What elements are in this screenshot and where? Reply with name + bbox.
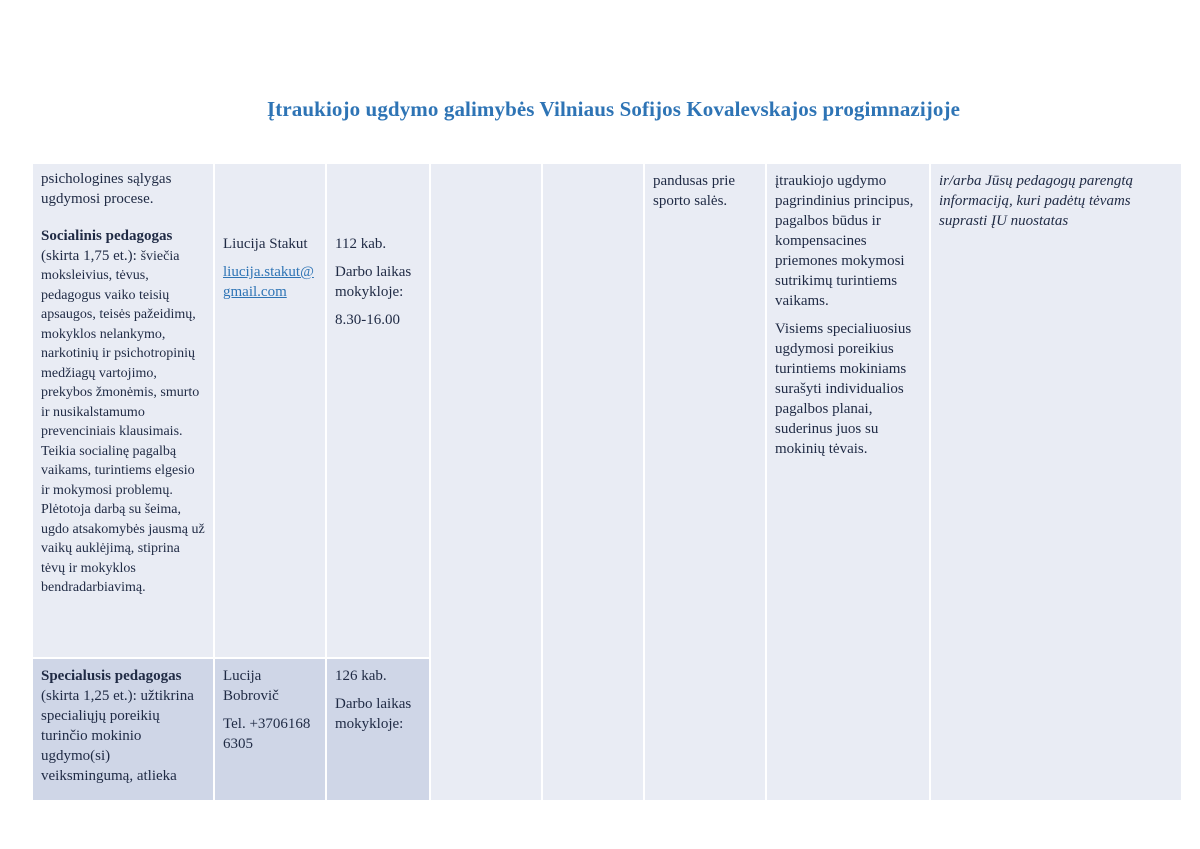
room-text-2: 126 kab.	[335, 668, 387, 684]
cell-accessibility	[645, 164, 765, 800]
allocation-text: (skirta 1,75 et.):	[41, 247, 141, 264]
page-title: Įtraukiojo ugdymo galimybės Vilniaus Sofijos Kovalevskajos progimnazijoje	[267, 97, 960, 121]
cell-empty-5	[543, 164, 643, 800]
role-title-2: Specialusis pedagogas	[41, 668, 182, 684]
role-description: šviečia moksleivius, tėvus, pedagogus vaiko teisių apsaugos, teisės pažeidimų, mokyklos nelankymo, narkotinių ir psichotropinių medžiagų vartojimo, prekybos žmonėmis, smurto ir nusikalstamumo prevenciniais klausimais. Teikia socialinę pagalbą vaikams, turintiems elgesio ir mokymosi problemų. Plėtotoja darbą su šeima, ugdo atsakomybės jausmą už vaikų auklėjimą, stiprina tėvų ir mokyklos bendradarbiavimą.	[41, 248, 205, 595]
principles-text: įtraukiojo ugdymo pagrindinius principus, pagalbos būdus ir kompensacines priemones mokymosi sutrikimų turintiems vaikams.	[775, 173, 914, 309]
contact-name-2: Lucija Bobrovič	[223, 668, 279, 704]
hours-label: Darbo laikas mokykloje:	[335, 264, 412, 300]
role-description-2: (skirta 1,25 et.): užtikrina specialiųjų poreikių turinčio mokinio ugdymo(si) veiksmingumą, atlieka	[41, 688, 194, 784]
intro-text: psichologines sąlygas ugdymosi procese.	[41, 171, 172, 207]
table-row	[33, 164, 1181, 657]
cell-information	[931, 164, 1181, 800]
cell-principles	[767, 164, 929, 800]
hours-value: 8.30-16.00	[335, 312, 400, 328]
plans-text: Visiems specialiuosius ugdymosi poreikius turintiems mokiniams surašyti individualios pagalbos planai, suderinus juos su mokinių tėvais.	[775, 321, 912, 457]
cell-contact-2	[215, 659, 325, 800]
room-text: 112 kab.	[335, 236, 387, 252]
cell-empty-4	[431, 164, 541, 800]
cell-role-description-2	[33, 659, 213, 800]
role-paragraph	[41, 227, 205, 598]
cell-role-description	[33, 164, 213, 657]
information-text: ir/arba Jūsų pedagogų parengtą informaciją, kuri padėtų tėvams suprasti ĮU nuostatas	[939, 173, 1134, 229]
accessibility-text: pandusas prie sporto salės.	[653, 173, 736, 209]
hours-label-2: Darbo laikas mokykloje:	[335, 696, 412, 732]
contact-name: Liucija Stakut	[223, 236, 308, 252]
cell-contact	[215, 164, 325, 657]
role-title: Socialinis pedagogas	[41, 228, 173, 244]
phone-text: Tel. +37061686305	[223, 716, 311, 752]
cell-location	[327, 164, 429, 657]
email-link[interactable]: liucija.stakut@gmail.com	[223, 264, 314, 300]
info-table	[31, 162, 1183, 802]
cell-location-2	[327, 659, 429, 800]
